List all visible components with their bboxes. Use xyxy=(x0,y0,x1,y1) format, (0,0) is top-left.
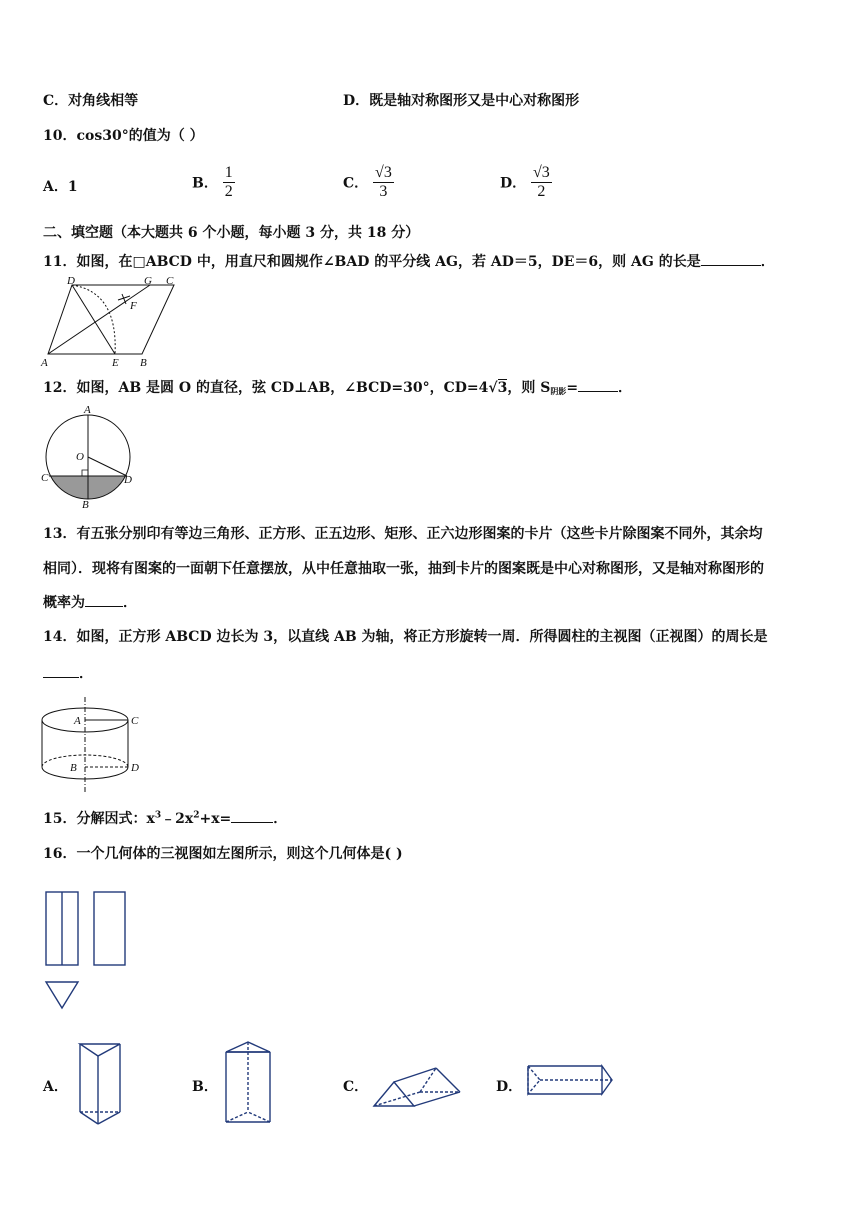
label-a: A xyxy=(41,357,48,369)
q14-line-2 xyxy=(43,663,93,683)
q11-parallelogram-figure xyxy=(40,276,185,370)
q16-option-a-label: A． xyxy=(43,1079,68,1095)
q15-period: ． xyxy=(273,811,288,827)
q14-answer-blank[interactable] xyxy=(43,677,79,678)
label-b: B xyxy=(70,762,77,774)
q15-mid: ﹣2x xyxy=(161,811,194,827)
q15-text: 15．分解因式：x xyxy=(43,811,155,827)
q16-option-b-prism xyxy=(222,1038,274,1128)
q10-option-a: A．1 xyxy=(43,179,78,195)
label-c: C xyxy=(166,275,174,287)
q13-line-3 xyxy=(43,592,137,612)
q9-option-d: D．既是轴对称图形又是中心对称图形 xyxy=(343,93,580,109)
exponent-2: 2 xyxy=(193,810,200,821)
q13-period: ． xyxy=(123,595,137,611)
q16-option-b-label: B． xyxy=(192,1079,218,1095)
bisector-ag xyxy=(48,285,150,354)
q13-line-1: 13．有五张分别印有等边三角形、正方形、正五边形、矩形、正六边形图案的卡片（这些卡片除图案不同外，其余均 xyxy=(43,526,763,542)
q10-option-b-fraction xyxy=(223,164,235,201)
q15-answer-blank[interactable] xyxy=(231,822,273,823)
right-angle-mark xyxy=(82,470,88,476)
q16-stem: 16．一个几何体的三视图如左图所示，则这个几何体是( ) xyxy=(43,846,403,862)
label-d: D xyxy=(131,762,139,774)
label-a: A xyxy=(84,404,91,416)
q13-text: 概率为 xyxy=(43,595,85,611)
q12-circle-figure xyxy=(40,405,136,510)
q16-three-views xyxy=(40,885,135,1015)
section-heading: 二、填空题（本大题共 6 个小题，每小题 3 分，共 18 分） xyxy=(43,225,420,241)
radius-od xyxy=(88,457,127,476)
q10-option-d-label: D． xyxy=(500,175,527,192)
top-view-triangle xyxy=(46,982,78,1008)
q11-period: ． xyxy=(760,254,775,270)
label-c: C xyxy=(131,715,139,727)
q16-option-c-label: C． xyxy=(343,1079,369,1095)
q11-stem xyxy=(43,251,775,271)
q16-option-d-prism xyxy=(524,1062,616,1102)
segment-de xyxy=(72,285,115,354)
q10-option-b xyxy=(192,164,235,201)
radical-sign: √ xyxy=(375,164,384,181)
label-d: D xyxy=(124,474,132,486)
q11-text: 11．如图，在□ABCD 中，用直尺和圆规作∠BAD 的平分线 AG，若 AD＝5，DE＝6，则 AG 的长是 xyxy=(43,254,701,270)
q10-option-c xyxy=(343,164,394,201)
label-b: B xyxy=(82,499,89,511)
q11-answer-blank[interactable] xyxy=(701,265,761,266)
label-b: B xyxy=(140,357,147,369)
radical-sign: √ xyxy=(533,164,542,181)
denominator: 2 xyxy=(537,183,546,200)
denominator: 2 xyxy=(224,183,233,200)
q14-period: ． xyxy=(79,666,93,682)
denominator: 3 xyxy=(379,183,388,200)
radicand: 3 xyxy=(383,164,392,181)
numerator: 1 xyxy=(224,164,233,181)
q10-option-d xyxy=(500,164,552,201)
q16-option-c-prism xyxy=(370,1062,466,1112)
q12-stem xyxy=(43,377,632,397)
label-c: C xyxy=(41,472,49,484)
q15-tail: +x= xyxy=(199,811,232,827)
radicand: 3 xyxy=(541,164,550,181)
q12-period: ． xyxy=(618,380,633,396)
q15-stem xyxy=(43,808,287,828)
q10-option-d-fraction xyxy=(531,164,552,201)
label-a: A xyxy=(74,715,81,727)
q10-option-c-label: C． xyxy=(343,175,369,192)
radical-sign: √ xyxy=(488,380,498,396)
q13-line-2: 相同）．现将有图案的一面朝下任意摆放，从中任意抽取一张，抽到卡片的图案既是中心对称图形，又是轴对称图形的 xyxy=(43,561,764,577)
radicand: 3 xyxy=(497,380,508,396)
q12-text-b: ，则 S xyxy=(507,380,551,396)
label-d: D xyxy=(67,275,75,287)
q10-option-b-label: B． xyxy=(192,175,218,192)
q16-option-d-label: D． xyxy=(496,1079,523,1095)
q14-cylinder-figure xyxy=(40,695,150,795)
label-o: O xyxy=(76,451,84,463)
q9-option-c: C．对角线相等 xyxy=(43,93,139,109)
q10-option-c-fraction xyxy=(373,164,394,201)
numerator xyxy=(531,164,552,183)
q12-subscript: 阴影 xyxy=(550,386,567,396)
exponent-3: 3 xyxy=(154,810,162,821)
q12-answer-blank[interactable] xyxy=(578,391,618,392)
q12-text-a: 12．如图，AB 是圆 O 的直径，弦 CD⊥AB，∠BCD=30°，CD=4 xyxy=(43,380,489,396)
label-f: F xyxy=(130,300,137,312)
q13-answer-blank[interactable] xyxy=(85,606,123,607)
side-view xyxy=(94,892,125,965)
parallelogram-abcd xyxy=(48,285,174,354)
label-e: E xyxy=(112,357,119,369)
q10-stem: 10．cos30°的值为（ ） xyxy=(43,128,204,144)
numerator xyxy=(373,164,394,183)
q12-text-c: = xyxy=(566,380,579,396)
label-g: G xyxy=(144,275,152,287)
q16-option-a-prism xyxy=(76,1040,126,1128)
q14-line-1: 14．如图，正方形 ABCD 边长为 3，以直线 AB 为轴，将正方形旋转一周．所得圆柱的主视图（正视图）的周长是 xyxy=(43,629,768,645)
